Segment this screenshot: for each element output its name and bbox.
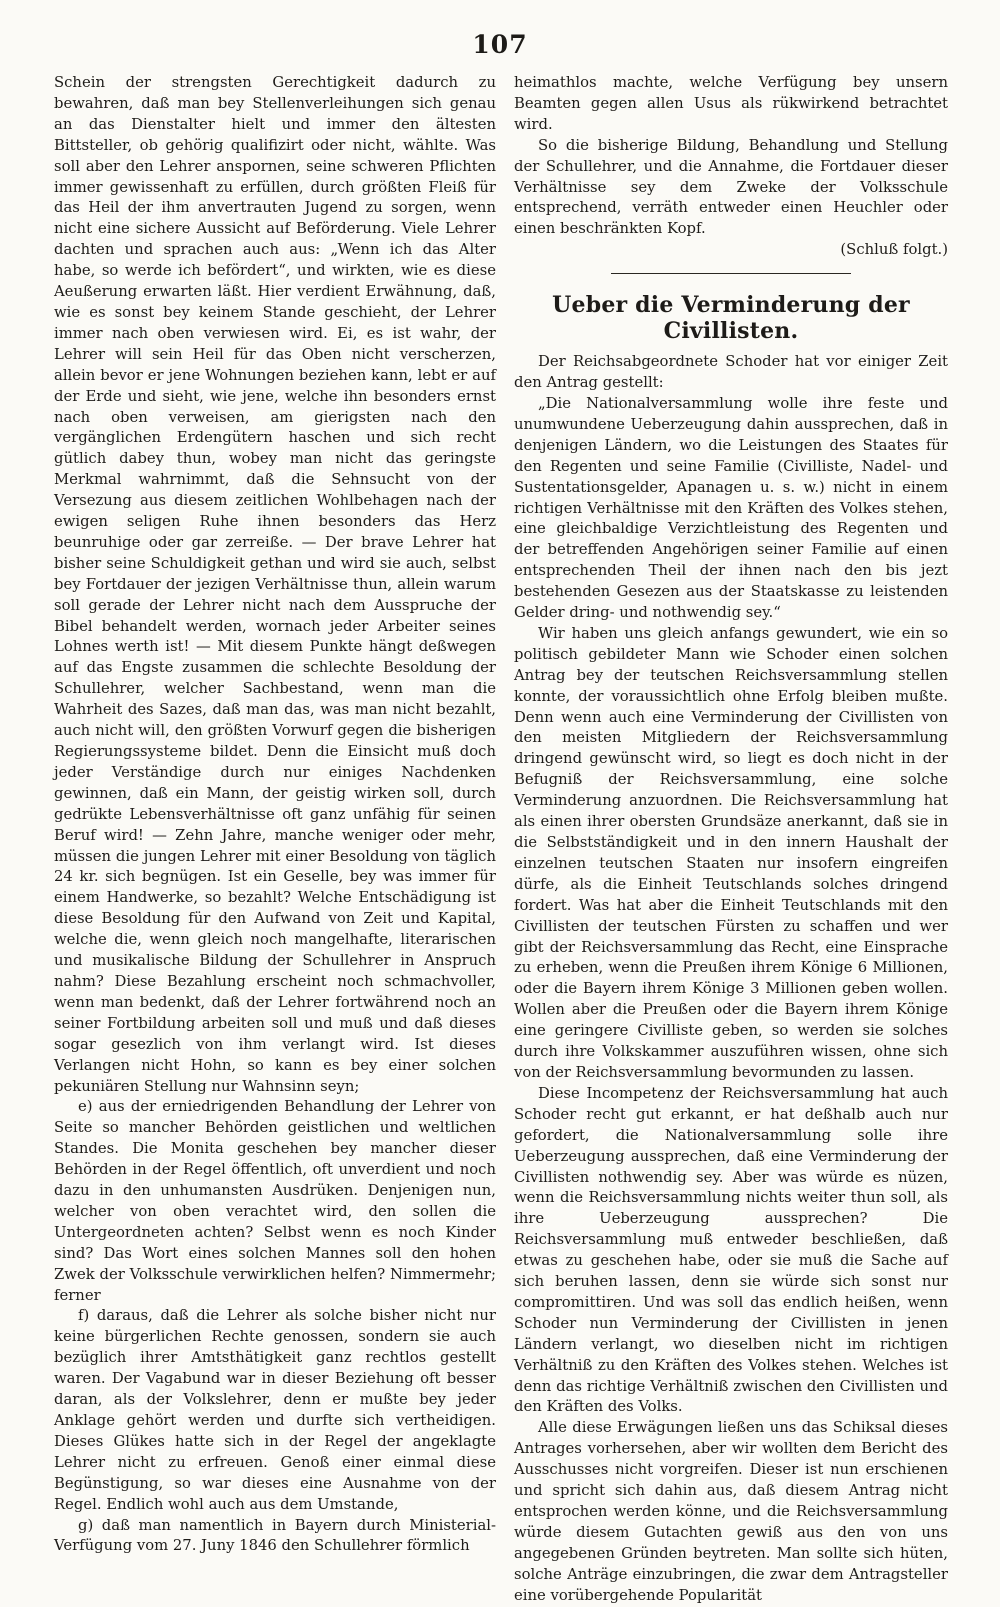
article-paragraph-3: Diese Incompetenz der Reichsversammlung hat auch Schoder recht gut erkannt, er hat deßhalb auch nur gefordert, die Nationalversammlung solle ihre Ueberzeugung aussprechen, daß eine Verminderung der Civillisten nothwendig sey. Aber was würde es nüzen, wenn die Reichsversammlung nichts weiter thun soll, als ihre Ueberzeugung aussprechen? Die Reichsversammlung muß entweder beschließen, daß etwas zu geschehen habe, oder sie muß die Sache auf sich beruhen lassen, denn sie würde sich sonst nur compromittiren. Und was soll das endlich heißen, wenn Schoder nun Verminderung der Civillisten in jenen Ländern verlangt, wo dieselben nicht im richtigen Verhältniß zu den Kräften des Volkes stehen. Welches ist denn das richtige Verhältniß zwischen den Civillisten und den Kräften des Volks. (514, 1084, 948, 1416)
right-column (514, 73, 948, 1607)
left-paragraph-1: Schein der strengsten Gerechtigkeit dadurch zu bewahren, daß man bey Stellenverleihungen sich genau an das Dienstalter hielt und immer den ältesten Bittsteller, ob gehörig qualifizirt oder nicht, wählte. Was soll aber den Lehrer anspornen, seine schweren Pflichten immer gewissenhaft zu erfüllen, durch größten Fleiß für das Heil der ihm anvertrauten Jugend zu sorgen, wenn nicht eine sichere Aussicht auf Beförderung. Viele Lehrer dachten und sprachen auch aus: „Wenn ich das Alter habe, so werde ich befördert“, und wirkten, wie es diese Aeußerung erwarten läßt. Hier verdient Erwähnung, daß, wie es sonst bey keinem Stande geschieht, der Lehrer immer nach oben verwiesen wird. Ei, es ist wahr, der Lehrer will sein Heil für das Oben nicht verscherzen, allein bevor er jene Wohnungen beziehen kann, lebt er auf der Erde und sieht, wie jene, welche ihn besonders ernst nach oben verweisen, am gierigsten nach den vergänglichen Erdengütern haschen und sich recht gütlich dabey thun, wobey man nicht das geringste Merkmal wahrnimmt, daß die Sehnsucht von der Versezung aus diesem zeitlichen Wohlbehagen nach der ewigen seligen Ruhe ihnen besonders das Herz beunruhige oder gar zerreiße. — Der brave Lehrer hat bisher seine Schuldigkeit gethan und wird sie auch, selbst bey Fortdauer der jezigen Verhältnisse thun, allein warum soll gerade der Lehrer nicht nach dem Ausspruche der Bibel behandelt werden, wornach jeder Arbeiter seines Lohnes werth ist! — Mit diesem Punkte hängt deßwegen auf das Engste zusammen die schlechte Besoldung der Schullehrer, welcher Sachbestand, wenn man die Wahrheit des Sazes, daß man das, was man nicht bezahlt, auch nicht will, den größten Vorwurf gegen die bisherigen Regierungssysteme bildet. Denn die Einsicht muß doch jeder Verständige durch nur einiges Nachdenken gewinnen, daß ein Mann, der geistig wirken soll, durch gedrükte Lebensverhältnisse oft ganz unfähig für seinen Beruf wird! — Zehn Jahre, manche weniger oder mehr, müssen die jungen Lehrer mit einer Besoldung von täglich 24 kr. sich begnügen. Ist ein Geselle, bey was immer für einem Handwerke, so bezahlt? Welche Entschädigung ist diese Besoldung für den Aufwand von Zeit und Kapital, welche die, wenn gleich noch mangelhafte, literarischen und musikalische Bildung der Schullehrer in Anspruch nahm? Diese Bezahlung erscheint noch schmachvoller, wenn man bedenkt, daß der Lehrer fortwährend noch an seiner Fortbildung arbeiten soll und muß und daß dieses sogar gesezlich von ihm verlangt wird. Ist dieses Verlangen nicht Hohn, so kann es bey einer solchen pekuniären Stellung nur Wahnsinn seyn; (54, 74, 496, 1095)
article-paragraph-4: Alle diese Erwägungen ließen uns das Schiksal dieses Antrages vorhersehen, aber wir wollten dem Bericht des Ausschusses nicht vorgreifen. Dieser ist nun erschienen und spricht sich dahin aus, daß diesem Antrag nicht entsprochen werden könne, und die Reichsversammlung würde diesem Gutachten gewiß aus den von uns angegebenen Gründen beytreten. Man sollte sich hüten, solche Anträge einzubringen, die zwar dem Antragsteller eine vorübergehende Popularität (514, 1419, 948, 1604)
article-paragraph-2: Wir haben uns gleich anfangs gewundert, wie ein so politisch gebildeter Mann wie Schoder einen solchen Antrag bey der teutschen Reichsversammlung stellen konnte, der voraussichtlich ohne Erfolg bleiben mußte. Denn wenn auch eine Verminderung der Civillisten von den meisten Mitgliedern der Reichsversammlung dringend gewünscht wird, so liegt es doch nicht in der Befugniß der Reichsversammlung, eine solche Verminderung anzuordnen. Die Reichsversammlung hat als einen ihrer obersten Grundsäze anerkannt, daß sie in die Selbstständigkeit und in den innern Haushalt der einzelnen teutschen Staaten nur insofern eingreifen dürfe, als die Einheit Teutschlands solches dringend fordert. Was hat aber die Einheit Teutschlands mit den Civillisten der teutschen Fürsten zu schaffen und wer gibt der Reichsversammlung das Recht, eine Einsprache zu erheben, wenn die Preußen ihrem Könige 6 Millionen, oder die Bayern ihrem Könige 3 Millionen geben wollen. Wollen aber die Preußen oder die Bayern ihrem Könige eine geringere Civilliste geben, so werden sie solches durch ihre Volkskammer auszuführen wissen, ohne sich von der Reichsversammlung bevormunden zu lassen. (514, 624, 948, 1081)
article-paragraph-1: Der Reichsabgeordnete Schoder hat vor einiger Zeit den Antrag gestellt: (514, 353, 948, 392)
right-closing-paragraph: So die bisherige Bildung, Behandlung und Stellung der Schullehrer, und die Annahme, die Fortdauer dieser Verhältnisse sey dem Zweke der Volksschule entsprechend, verräth entweder einen Heuchler oder einen beschränkten Kopf. (514, 136, 948, 238)
right-continuation: heimathlos machte, welche Verfügung bey unsern Beamten gegen allen Usus als rükwirkend betrachtet wird. (514, 74, 948, 133)
article-paragraph-quote: „Die Nationalversammlung wolle ihre feste und unumwundene Ueberzeugung dahin aussprechen, daß in denjenigen Ländern, wo die Leistungen des Staates für den Regenten und seine Familie (Civilliste, Nadel- und Sustentationsgelder, Apanagen u. s. w.) nicht in einem richtigen Verhältnisse mit den Kräften des Volkes stehen, eine gleichbaldige Verzichtleistung des Regenten und der betreffenden Angehörigen seiner Familie auf einen entsprechenden Theil der ihnen nach den bis jezt bestehenden Gesezen aus der Staatskasse zu leistenden Gelder dring- und nothwendig sey.“ (514, 394, 948, 622)
left-paragraph-f: f) daraus, daß die Lehrer als solche bisher nicht nur keine bürgerlichen Rechte genossen, sondern sie auch bezüglich ihrer Amtsthätigkeit ganz rechtlos gestellt waren. Der Vagabund war in dieser Beziehung oft besser daran, als der Volkslehrer, denn er mußte bey jeder Anklage gehört werden und durfte sich vertheidigen. Dieses Glükes hatte sich in der Regel der angeklagte Lehrer nicht zu erfreuen. Genoß einer einmal diese Begünstigung, so war dieses eine Ausnahme von der Regel. Endlich wohl auch aus dem Umstande, (54, 1307, 496, 1513)
page-number: 107 (472, 30, 528, 59)
continued-note: (Schluß folgt.) (840, 241, 948, 259)
article-title: Ueber die Verminderung der Civillisten. (552, 292, 910, 345)
section-divider (611, 273, 851, 274)
left-paragraph-g: g) daß man namentlich in Bayern durch Ministerial-Verfügung vom 27. Juny 1846 den Schullehrer förmlich (54, 1516, 496, 1555)
left-column (54, 73, 496, 1557)
left-paragraph-e: e) aus der erniedrigenden Behandlung der Lehrer von Seite so mancher Behörden geistlichen und weltlichen Standes. Die Monita geschehen bey mancher dieser Behörden in der Regel öffentlich, oft unverdient und noch dazu in den unhumansten Ausdrüken. Denjenigen nun, welcher von oben verachtet wird, den sollen die Untergeordneten achten? Selbst wenn es noch Kinder sind? Das Wort eines solchen Mannes soll den hohen Zwek der Volksschule verwirklichen helfen? Nimmermehr; ferner (54, 1098, 496, 1304)
